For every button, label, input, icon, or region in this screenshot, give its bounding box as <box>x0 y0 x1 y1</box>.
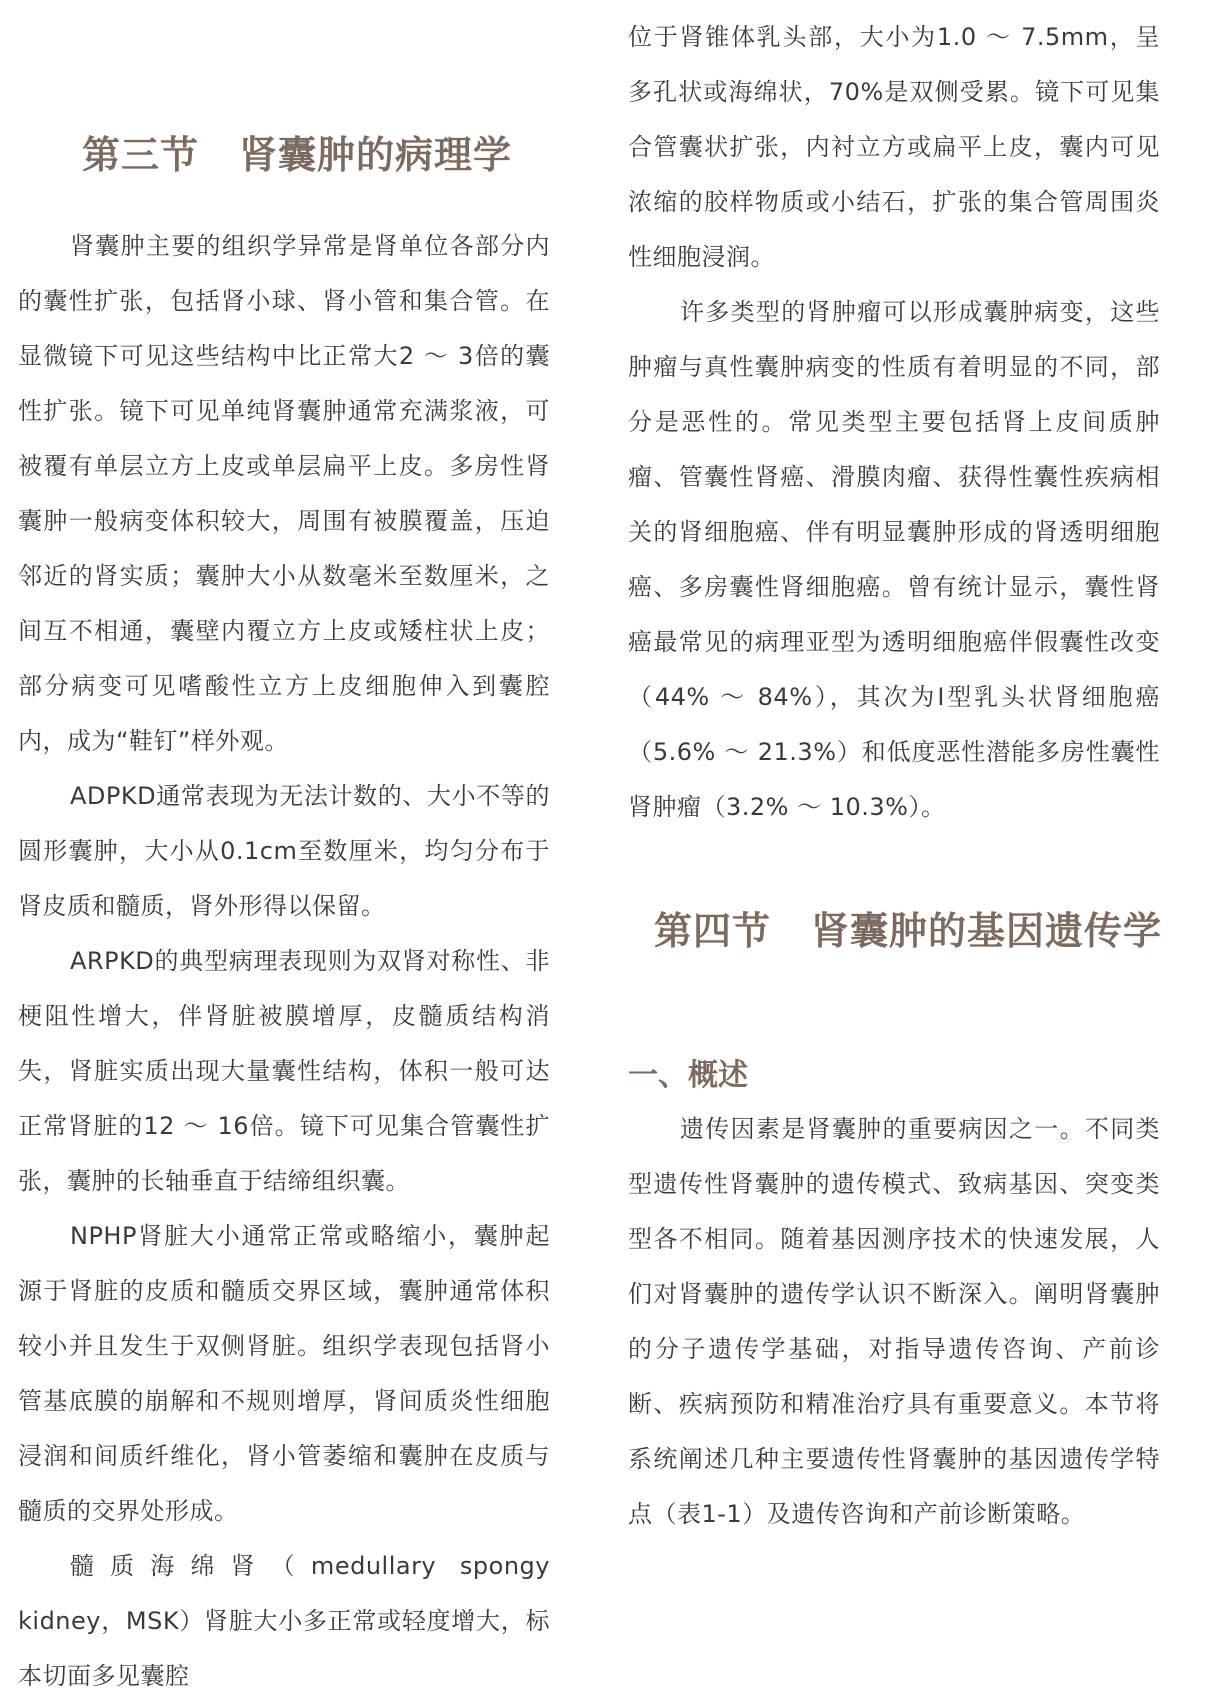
section-3-heading-text: 肾囊肿的病理学 <box>239 133 513 177</box>
paragraph-msk: 髓质海绵肾（medullary spongy kidney，MSK）肾脏大小多正常或轻度增大，标本切面多见囊腔 <box>18 1552 550 1690</box>
paragraph-histology: 肾囊肿主要的组织学异常是肾单位各部分内的囊性扩张，包括肾小球、肾小管和集合管。在显微镜下可见这些结构中比正常大2 ～ 3倍的囊性扩张。镜下可见单纯肾囊肿通常充满浆液，可被覆有单层立方上皮或单层扁平上皮。多房性肾囊肿一般病变体积较大，周围有被膜覆盖，压迫邻近的肾实质；囊肿大小从数毫米至数厘米，之间互不相通，囊壁内覆立方上皮或矮柱状上皮；部分病变可见嗜酸性立方上皮细胞伸入到囊腔内，成为“鞋钉”样外观。 <box>18 232 550 755</box>
section-4-title <box>654 900 1162 955</box>
section-3-title <box>82 124 512 179</box>
section-4-number: 第四节 <box>654 909 772 953</box>
paragraph-nphp: NPHP肾脏大小通常正常或略缩小，囊肿起源于肾脏的皮质和髓质交界区域，囊肿通常体积较小并且发生于双侧肾脏。组织学表现包括肾小管基底膜的崩解和不规则增厚，肾间质炎性细胞浸润和间质纤维化，肾小管萎缩和囊肿在皮质与髓质的交界处形成。 <box>18 1222 550 1525</box>
paragraph-cystic-tumors: 许多类型的肾肿瘤可以形成囊肿病变，这些肿瘤与真性囊肿病变的性质有着明显的不同，部分是恶性的。常见类型主要包括肾上皮间质肿瘤、管囊性肾癌、滑膜肉瘤、获得性囊性疾病相关的肾细胞癌、伴有明显囊肿形成的肾透明细胞癌、多房囊性肾细胞癌。曾有统计显示，囊性肾癌最常见的病理亚型为透明细胞癌伴假囊性改变（44% ～ 84%），其次为Ⅰ型乳头状肾细胞癌（5.6% ～ 21.3%）和低度恶性潜能多房性囊性肾肿瘤（3.2% ～ 10.3%）。 <box>628 298 1160 821</box>
paragraph-msk-continued: 位于肾锥体乳头部，大小为1.0 ～ 7.5mm，呈多孔状或海绵状，70%是双侧受累。镜下可见集合管囊状扩张，内衬立方或扁平上皮，囊内可见浓缩的胶样物质或小结石，扩张的集合管周围炎性细胞浸润。 <box>628 23 1160 271</box>
section-3-number: 第三节 <box>82 133 200 177</box>
right-body-top <box>628 10 1160 835</box>
subsection-overview-title: 一、概述 <box>628 1058 748 1093</box>
right-body-bottom <box>628 1102 1160 1542</box>
paragraph-overview: 遗传因素是肾囊肿的重要病因之一。不同类型遗传性肾囊肿的遗传模式、致病基因、突变类型各不相同。随着基因测序技术的快速发展，人们对肾囊肿的遗传学认识不断深入。阐明肾囊肿的分子遗传学基础，对指导遗传咨询、产前诊断、疾病预防和精准治疗具有重要意义。本节将系统阐述几种主要遗传性肾囊肿的基因遗传学特点（表1-1）及遗传咨询和产前诊断策略。 <box>628 1115 1160 1528</box>
left-body <box>18 219 550 1704</box>
section-4-heading-text: 肾囊肿的基因遗传学 <box>811 909 1163 953</box>
paragraph-adpkd: ADPKD通常表现为无法计数的、大小不等的圆形囊肿，大小从0.1cm至数厘米，均匀分布于肾皮质和髓质，肾外形得以保留。 <box>18 782 550 920</box>
paragraph-arpkd: ARPKD的典型病理表现则为双肾对称性、非梗阻性增大，伴肾脏被膜增厚，皮髓质结构消失，肾脏实质出现大量囊性结构，体积一般可达正常肾脏的12 ～ 16倍。镜下可见集合管囊性扩张，囊肿的长轴垂直于结缔组织囊。 <box>18 947 550 1195</box>
